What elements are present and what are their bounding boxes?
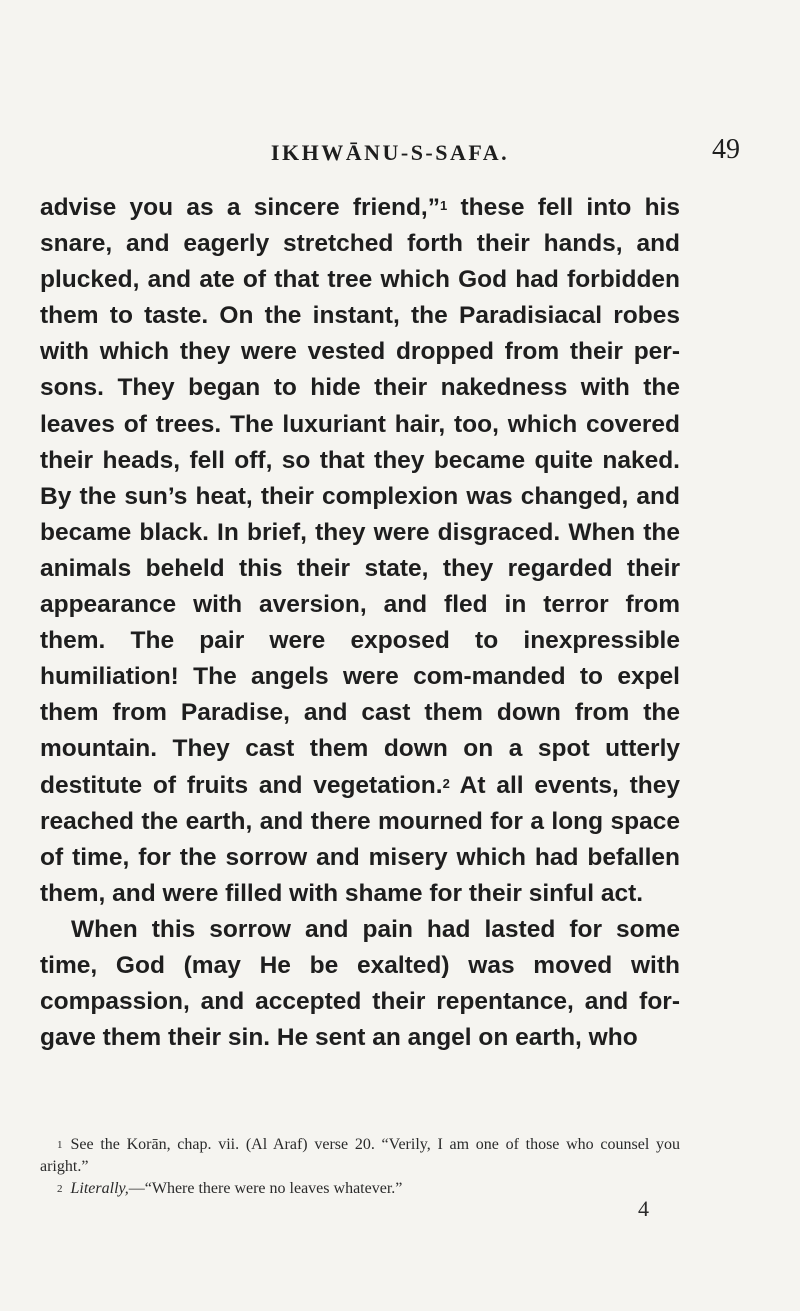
paragraph-1-part-c: At all events, they reached the earth, and there mourned for a long space of time, for the sorrow and misery which had befallen them, and were filled with shame for their sinful act. [40,771,680,907]
footnote-mark: 1 [57,1139,63,1151]
footnote-text: —“Where there were no leaves whatever.” [128,1180,403,1197]
paragraph-1 [40,190,680,912]
paragraph-2: When this sorrow and pain had lasted for some time, God (may He be exalted) was moved with compassion, and accepted their repentance, and for-gave them their sin. He sent an angel on earth, who [40,915,680,1052]
footnote-ref-2: 2 [442,775,450,791]
signature-mark: 4 [638,1196,649,1221]
footnotes [40,1134,680,1200]
paragraph-1-part-b: these fell into his snare, and eagerly stretched forth their hands, and plucked, and ate of that tree which God had forbidden them to taste. On the instant, the Paradisiacal robes with which they were vested dropped from their per-sons. They began to hide their nakedness with the leaves of trees. The luxuriant hair, too, which covered their heads, fell off, so that they became quite naked. By the sun’s heat, their complexion was changed, and became black. In brief, they were disgraced. When the animals beheld this their state, they regarded their appearance with aversion, and fled in terror from them. The pair were exposed to inexpressible humiliation! The angels were com-manded to expel them from Paradise, and cast them down from the mountain. They cast them down on a spot utterly destitute of fruits and vegetation. [40,194,680,799]
running-title: IKHWĀNU-S-SAFA. [270,140,510,165]
footnote-text: See the Korān, chap. vii. (Al Araf) verse 20. “Verily, I am one of those who counsel you aright.” [40,1136,680,1175]
footnote-2 [40,1178,680,1200]
body-text [40,190,680,1056]
footnote-label: Literally, [70,1180,129,1197]
page-number: 49 [712,134,740,165]
footnote-ref-1: 1 [439,198,448,213]
footnote-1 [40,1134,680,1178]
running-head [40,134,740,170]
paragraph-1-part-a: advise you as a sincere friend,” [40,194,440,221]
footnote-mark: 2 [57,1183,63,1195]
